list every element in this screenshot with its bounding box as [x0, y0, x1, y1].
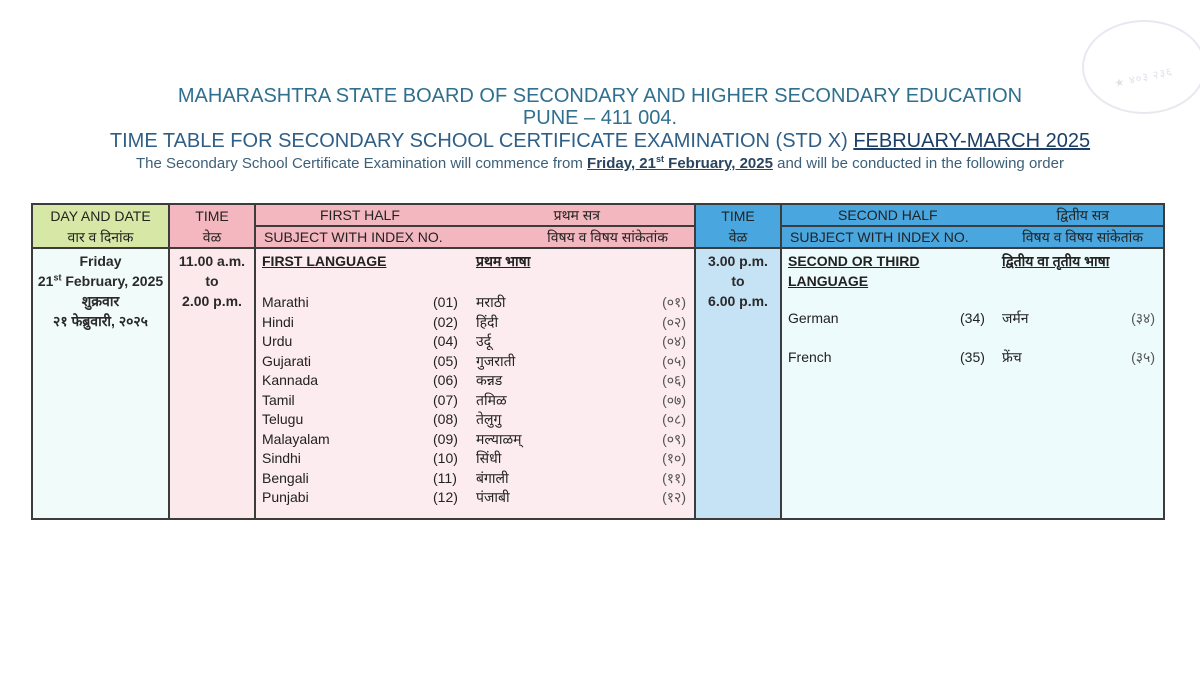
time-header — [170, 205, 254, 249]
notice-date-day: Friday, 21 — [587, 155, 656, 172]
first-half-subheader — [256, 227, 694, 249]
subject-index: (02) — [433, 313, 458, 330]
subject-index-mr: (११) — [662, 469, 686, 486]
weekday-mr: शुक्रवार — [81, 293, 120, 309]
subject-name-mr: फ्रेंच — [1002, 349, 1022, 365]
notice-date-rest: February, 2025 — [663, 155, 773, 172]
subject-row — [262, 469, 686, 489]
subject-index: (35) — [960, 349, 985, 365]
second-half-header — [782, 205, 1163, 227]
subject-index: (06) — [433, 372, 458, 388]
time-to: to — [731, 273, 745, 289]
subject-name: Urdu — [262, 333, 293, 349]
subject-name: Bengali — [262, 469, 309, 486]
subject-row — [262, 313, 686, 333]
second-half-subheader — [782, 227, 1163, 249]
subject-index-mr: (१२) — [662, 489, 686, 505]
subject-name-mr: पंजाबी — [476, 489, 510, 505]
notice-suffix: and will be conducted in the following order — [777, 155, 1064, 172]
weekday: Friday — [79, 253, 122, 269]
subject-index-mr: (३५) — [1131, 349, 1155, 365]
subject-name: Malayalam — [262, 430, 330, 447]
notice-prefix: The Secondary School Certificate Examination will commence from — [136, 155, 583, 172]
document-header — [0, 84, 1200, 174]
subject-index: (11) — [433, 469, 457, 486]
time-header — [696, 205, 780, 249]
first-half-column — [256, 205, 696, 518]
subject-row — [262, 352, 686, 372]
subject-index: (34) — [960, 310, 985, 326]
time-header-mr: वेळ — [202, 229, 222, 245]
subject-name: Punjabi — [262, 489, 309, 505]
subject-index-mr: (०२) — [662, 313, 686, 330]
date-rest: February, 2025 — [61, 273, 164, 289]
second-half-title-mr: द्वितीय सत्र — [1056, 207, 1109, 223]
first-half-header — [256, 205, 694, 227]
subject-row — [262, 488, 686, 508]
subject-index: (09) — [433, 430, 458, 447]
subject-name: Sindhi — [262, 450, 301, 466]
subject-name: Hindi — [262, 313, 294, 330]
exam-date-cell — [33, 251, 168, 331]
title-period: FEBRUARY-MARCH 2025 — [853, 130, 1091, 152]
subject-index-header-en: SUBJECT WITH INDEX NO. — [264, 229, 443, 245]
subject-name-mr: मराठी — [476, 294, 506, 310]
second-language-subject-list — [788, 309, 1155, 368]
notice-date — [587, 155, 773, 172]
second-half-time-column — [696, 205, 782, 518]
subject-row — [262, 293, 686, 313]
subject-row — [262, 410, 686, 430]
subject-index: (07) — [433, 391, 458, 408]
subject-row — [262, 371, 686, 391]
subject-name-mr: तमिळ — [476, 391, 507, 408]
subject-index-mr: (१०) — [662, 450, 686, 466]
subject-name-mr: सिंधी — [476, 450, 502, 466]
notice-date-sup: st — [655, 154, 664, 164]
start-time: 3.00 p.m. — [708, 253, 768, 269]
subject-name: French — [788, 349, 832, 365]
subject-name: German — [788, 310, 839, 326]
board-name: MAHARASHTRA STATE BOARD OF SECONDARY AND HIGHER SECONDARY EDUCATION — [177, 85, 1023, 107]
subject-index-mr: (०८) — [662, 411, 686, 427]
timetable — [31, 203, 1165, 520]
start-time: 11.00 a.m. — [178, 253, 246, 269]
title-prefix: TIME TABLE FOR SECONDARY SCHOOL CERTIFICATE EXAMINATION (STD X) — [109, 130, 848, 152]
subject-name: Tamil — [262, 391, 295, 408]
subject-index-mr: (०७) — [662, 391, 686, 408]
second-half-title-en: SECOND HALF — [838, 207, 938, 223]
end-time: 2.00 p.m. — [182, 293, 242, 309]
timetable-title — [0, 128, 1200, 154]
subject-name: Telugu — [262, 411, 304, 427]
subject-row — [788, 348, 1155, 368]
exam-date-mr: २१ फेब्रुवारी, २०२५ — [53, 313, 148, 329]
second-half-column — [782, 205, 1163, 518]
time-header-en: TIME — [195, 208, 229, 224]
exam-date — [33, 271, 168, 291]
subject-name-mr: बंगाली — [476, 469, 509, 486]
first-half-time-column — [170, 205, 256, 518]
subject-name: Gujarati — [262, 352, 312, 369]
day-date-column — [33, 205, 170, 518]
section-title-en: FIRST LANGUAGE — [262, 253, 387, 269]
subject-name-mr: उर्दू — [476, 333, 492, 349]
subject-index-header-en: SUBJECT WITH INDEX NO. — [790, 229, 969, 245]
end-time: 6.00 p.m. — [708, 293, 768, 309]
board-city: PUNE – 411 004. — [522, 107, 678, 129]
first-half-title-mr: प्रथम सत्र — [553, 207, 600, 223]
first-language-subject-list — [262, 293, 686, 508]
subject-index: (05) — [433, 352, 458, 369]
subject-name-mr: गुजराती — [476, 352, 516, 369]
subject-index-mr: (०६) — [662, 372, 686, 388]
day-date-header — [33, 205, 168, 249]
subject-index-mr: (०५) — [662, 352, 686, 369]
section-title-en: SECOND OR THIRD LANGUAGE — [788, 253, 920, 289]
subject-name-mr: हिंदी — [476, 313, 499, 330]
second-half-time-cell — [696, 251, 780, 311]
subject-index: (01) — [433, 294, 458, 310]
subject-index-mr: (०१) — [662, 294, 686, 310]
subject-row — [262, 391, 686, 411]
subject-index: (04) — [433, 333, 458, 349]
time-header-mr: वेळ — [728, 229, 748, 245]
first-half-time-cell — [170, 251, 254, 311]
subject-row — [262, 449, 686, 469]
subject-name-mr: तेलुगु — [476, 411, 502, 427]
subject-name: Marathi — [262, 294, 309, 310]
subject-name-mr: कन्नड — [476, 372, 503, 388]
subject-row — [788, 309, 1155, 348]
day-header-mr: वार व दिनांक — [67, 229, 134, 245]
subject-index: (08) — [433, 411, 458, 427]
section-title-mr: द्वितीय वा तृतीय भाषा — [1002, 253, 1110, 269]
stamp-text: ★ ४०३ २३६ — [1113, 65, 1175, 91]
subject-index-header-mr: विषय व विषय सांकेतांक — [547, 229, 668, 245]
subject-index-mr: (३४) — [1131, 310, 1155, 326]
subject-index-mr: (०९) — [662, 430, 686, 447]
date-sup: st — [53, 272, 62, 283]
subject-index: (12) — [433, 489, 458, 505]
first-half-title-en: FIRST HALF — [320, 207, 400, 223]
time-to: to — [205, 273, 219, 289]
day-header-en: DAY AND DATE — [50, 208, 151, 224]
subject-row — [262, 430, 686, 450]
time-header-en: TIME — [721, 208, 755, 224]
subject-index-header-mr: विषय व विषय सांकेतांक — [1022, 229, 1143, 245]
subject-name: Kannada — [262, 372, 319, 388]
date-num: 21 — [37, 273, 54, 289]
subject-index: (10) — [433, 450, 458, 466]
subject-name-mr: मल्याळम् — [476, 430, 522, 447]
subject-name-mr: जर्मन — [1002, 310, 1029, 326]
subject-index-mr: (०४) — [662, 333, 686, 349]
section-title-mr: प्रथम भाषा — [476, 253, 531, 269]
subject-row — [262, 332, 686, 352]
commencement-notice — [0, 154, 1200, 174]
